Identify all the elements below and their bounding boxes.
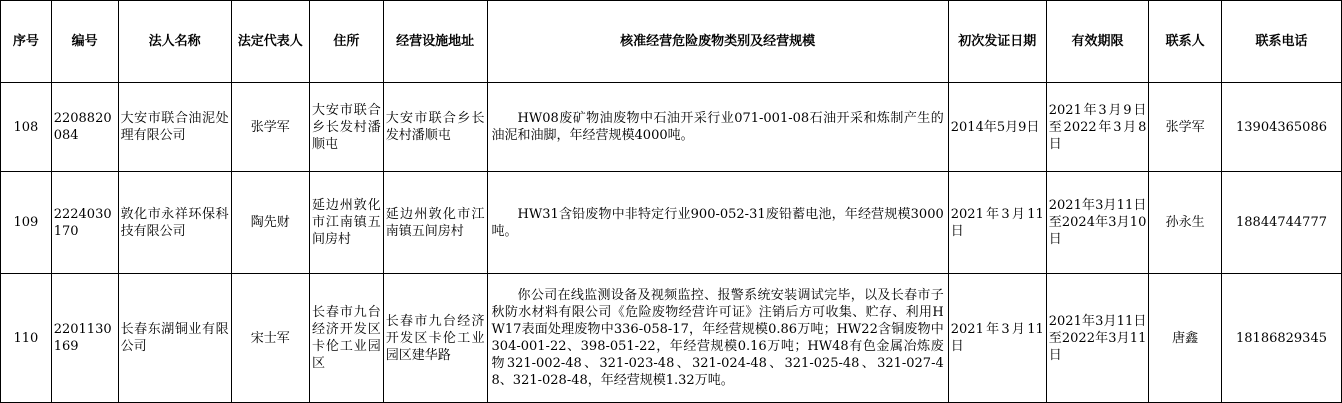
- header-phone: 联系电话: [1222, 1, 1342, 83]
- cell-validity: 2021年3月11日至2022年3月11日: [1046, 274, 1149, 403]
- table-row: [1, 83, 1342, 172]
- header-row: [1, 1, 1342, 83]
- cell-contact: 孙永生: [1149, 172, 1222, 274]
- header-validity: 有效期限: [1046, 1, 1149, 83]
- cell-seq: 108: [1, 83, 52, 172]
- cell-phone: 18844744777: [1222, 172, 1342, 274]
- cell-contact: 张学军: [1149, 83, 1222, 172]
- cell-validity: 2021年3月11日至2024年3月10日: [1046, 172, 1149, 274]
- cell-code: 2201130169: [51, 274, 118, 403]
- cell-phone: 18186829345: [1222, 274, 1342, 403]
- cell-scope: HW31含铅废物中非特定行业900-052-31废铅蓄电池，年经营规模3000吨。: [487, 172, 948, 274]
- cell-facility: 延边州敦化市江南镇五间房村: [383, 172, 487, 274]
- cell-address: 大安市联合乡长发村潘顺屯: [309, 83, 383, 172]
- header-address: 住所: [309, 1, 383, 83]
- cell-rep: 张学军: [231, 83, 309, 172]
- cell-address: 延边州敦化市江南镇五间房村: [309, 172, 383, 274]
- header-contact: 联系人: [1149, 1, 1222, 83]
- cell-name: 长春东湖铜业有限公司: [118, 274, 231, 403]
- cell-seq: 110: [1, 274, 52, 403]
- cell-issue-date: 2021年3月11日: [948, 172, 1046, 274]
- cell-name: 敦化市永祥环保科技有限公司: [118, 172, 231, 274]
- header-seq: 序号: [1, 1, 52, 83]
- cell-code: 2208820084: [51, 83, 118, 172]
- cell-scope: 你公司在线监测设备及视频监控、报警系统安装调试完毕，以及长春市子秋防水材料有限公司《危险废物经营许可证》注销后方可收集、贮存、利用HW17表面处理废物中336-058-17，年经营规模0.86万吨；HW22含铜废物中304-001-22、398-051-22，年经营规模0.16万吨；HW48有色金属冶炼废物321-002-48、321-023-48、321-024-48、321-025-48、321-027-48、321-028-48，年经营规模1.32万吨。: [487, 274, 948, 403]
- header-issue-date: 初次发证日期: [948, 1, 1046, 83]
- header-scope: 核准经营危险废物类别及经营规模: [487, 1, 948, 83]
- cell-issue-date: 2021年3月11日: [948, 274, 1046, 403]
- cell-validity: 2021年3月9日至2022年3月8日: [1046, 83, 1149, 172]
- cell-contact: 唐鑫: [1149, 274, 1222, 403]
- cell-issue-date: 2014年5月9日: [948, 83, 1046, 172]
- cell-facility: 大安市联合乡长发村潘顺屯: [383, 83, 487, 172]
- cell-code: 2224030170: [51, 172, 118, 274]
- cell-facility: 长春市九台经济开发区卡伦工业园区建华路: [383, 274, 487, 403]
- table-row: [1, 172, 1342, 274]
- header-rep: 法定代表人: [231, 1, 309, 83]
- cell-address: 长春市九台经济开发区卡伦工业园区: [309, 274, 383, 403]
- table-row: [1, 274, 1342, 403]
- header-code: 编号: [51, 1, 118, 83]
- cell-phone: 13904365086: [1222, 83, 1342, 172]
- header-facility: 经营设施地址: [383, 1, 487, 83]
- cell-seq: 109: [1, 172, 52, 274]
- cell-scope: HW08废矿物油废物中石油开采行业071-001-08石油开采和炼制产生的油泥和油脚，年经营规模4000吨。: [487, 83, 948, 172]
- cell-rep: 宋士军: [231, 274, 309, 403]
- cell-rep: 陶先财: [231, 172, 309, 274]
- header-name: 法人名称: [118, 1, 231, 83]
- cell-name: 大安市联合油泥处理有限公司: [118, 83, 231, 172]
